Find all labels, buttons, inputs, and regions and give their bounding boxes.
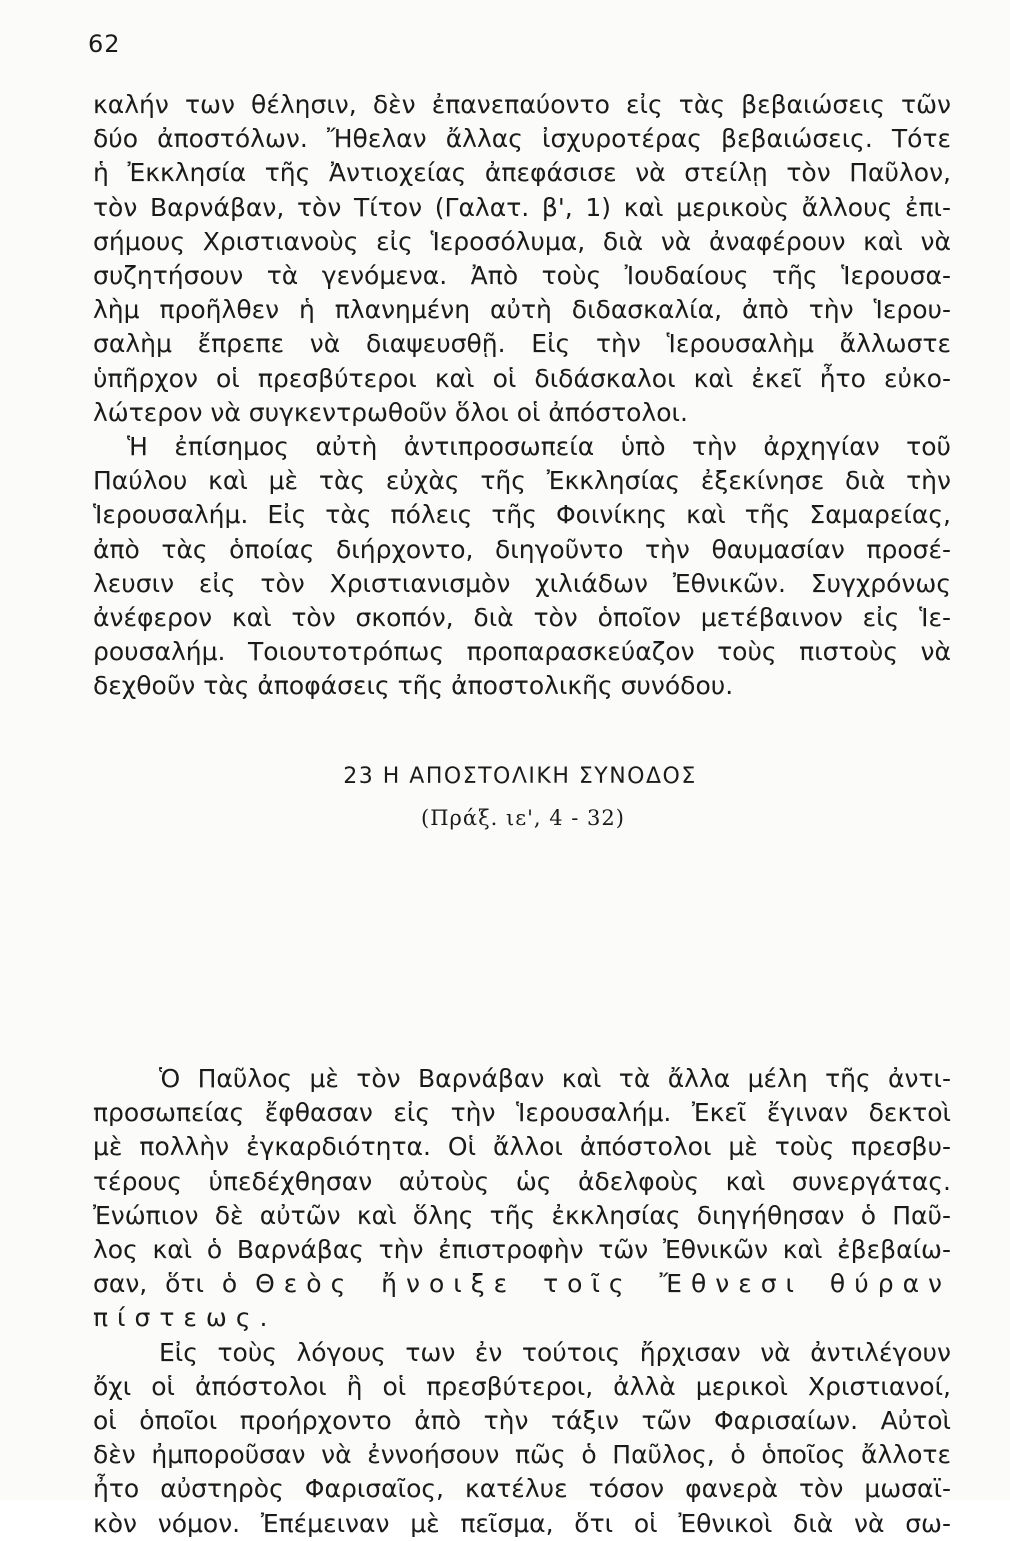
text-line: Ὁ Παῦλος μὲ τὸν Βαρνάβαν καὶ τὰ ἄλλα μέλη τῆς ἀντι-: [159, 1064, 951, 1093]
scripture-quote-end: πίστεως.: [93, 1303, 277, 1333]
text-line: προσωπείας ἔφθασαν εἰς τὴν Ἱερουσαλήμ. Ἐκεῖ ἔγιναν δεκτοὶ: [93, 1098, 951, 1128]
text-line: τὸν Βαρνάβαν, τὸν Τίτον (Γαλατ. β', 1) καὶ μερικοὺς ἄλλους ἐπι-: [93, 192, 951, 222]
text-line: Παύλου καὶ μὲ τὰς εὐχὰς τῆς Ἐκκλησίας ἐξεκίνησε διὰ τὴν: [93, 466, 951, 496]
text-line: σαλὴμ ἔπρεπε νὰ διαψευσθῇ. Εἰς τὴν Ἱερουσαλὴμ ἄλλωστε: [93, 329, 951, 359]
text-fragment: σαν, ὅτι ὁ: [93, 1269, 238, 1299]
text-line: ὄχι οἱ ἀπόστολοι ἢ οἱ πρεσβύτεροι, ἀλλὰ μερικοὶ Χριστιανοί,: [93, 1371, 951, 1401]
text-line: ἀπὸ τὰς ὁποίας διήρχοντο, διηγοῦντο τὴν θαυμασίαν προσέ-: [93, 534, 951, 564]
text-line: οἱ ὁποῖοι προήρχοντο ἀπὸ τὴν τάξιν τῶν Φαρισαίων. Αὐτοὶ: [93, 1406, 951, 1436]
text-line: τέρους ὑπεδέχθησαν αὐτοὺς ὡς ἀδελφοὺς καὶ συνεργάτας.: [93, 1166, 951, 1196]
text-line: λὴμ προῆλθεν ἡ πλανημένη αὐτὴ διδασκαλία, ἀπὸ τὴν Ἱερου-: [93, 295, 951, 325]
text-line: Ἡ ἐπίσημος αὐτὴ ἀντιπροσωπεία ὑπὸ τὴν ἀρχηγίαν τοῦ: [127, 432, 951, 462]
text-line: ἀνέφερον καὶ τὸν σκοπόν, διὰ τὸν ὁποῖον μετέβαινον εἰς Ἱε-: [93, 603, 951, 633]
text-line: μὲ πολλὴν ἐγκαρδιότητα. Οἱ ἄλλοι ἀπόστολοι μὲ τοὺς πρεσβυ-: [93, 1132, 951, 1162]
text-line: λος καὶ ὁ Βαρνάβας τὴν ἐπιστροφὴν τῶν Ἐθνικῶν καὶ ἐβεβαίω-: [93, 1235, 951, 1265]
text-line-quote: [93, 1267, 951, 1301]
text-block-intro: [93, 88, 951, 704]
section-title: 23 Η ΑΠΟΣΤΟΛΙΚΗ ΣΥΝΟΔΟΣ: [343, 764, 697, 789]
text-line: ἡ Ἐκκλησία τῆς Ἀντιοχείας ἀπεφάσισε νὰ στείλῃ τὸν Παῦλον,: [93, 158, 951, 188]
text-line: Ἐνώπιον δὲ αὐτῶν καὶ ὅλης τῆς ἐκκλησίας διηγήθησαν ὁ Παῦ-: [93, 1200, 951, 1230]
scripture-quote: Θεὸς ἤνοιξε τοῖς Ἔθνεσι θύραν: [255, 1269, 951, 1299]
text-line: Εἰς τοὺς λόγους των ἐν τούτοις ἤρχισαν νὰ ἀντιλέγουν: [159, 1337, 951, 1367]
text-line: δεχθοῦν τὰς ἀποφάσεις τῆς ἀποστολικῆς συνόδου.: [93, 671, 734, 701]
text-line: καλήν των θέλησιν, δὲν ἐπανεπαύοντο εἰς τὰς βεβαιώσεις τῶν: [93, 90, 951, 119]
text-line: ἦτο αὐστηρὸς Φαρισαῖος, κατέλυε τόσον φανερὰ τὸν μωσαϊ-: [93, 1474, 951, 1504]
text-line: λώτερον νὰ συγκεντρωθοῦν ὅλοι οἱ ἀπόστολοι.: [93, 397, 688, 427]
text-line: σήμους Χριστιανοὺς εἰς Ἱεροσόλυμα, διὰ νὰ ἀναφέρουν καὶ νὰ: [93, 226, 951, 256]
text-line: ὑπῆρχον οἱ πρεσβύτεροι καὶ οἱ διδάσκαλοι καὶ ἐκεῖ ἦτο εὐκο-: [93, 363, 951, 393]
text-line: Ἱερουσαλήμ. Εἰς τὰς πόλεις τῆς Φοινίκης καὶ τῆς Σαμαρείας,: [93, 500, 951, 530]
text-line: κὸν νόμον. Ἐπέμειναν μὲ πεῖσμα, ὅτι οἱ Ἐθνικοὶ διὰ νὰ σω-: [93, 1508, 951, 1538]
text-line: συζητήσουν τὰ γενόμενα. Ἀπὸ τοὺς Ἰουδαίους τῆς Ἱερουσα-: [93, 261, 951, 291]
text-block-synod: [93, 1062, 951, 1541]
text-line: δύο ἀποστόλων. Ἤθελαν ἄλλας ἰσχυροτέρας βεβαιώσεις. Τότε: [93, 124, 951, 154]
section-reference: (Πράξ. ιε', 4 - 32): [421, 806, 625, 830]
text-line: δὲν ἠμποροῦσαν νὰ ἐννοήσουν πῶς ὁ Παῦλος, ὁ ὁποῖος ἄλλοτε: [93, 1440, 951, 1470]
text-line: λευσιν εἰς τὸν Χριστιανισμὸν χιλιάδων Ἐθνικῶν. Συγχρόνως: [93, 568, 951, 598]
text-line: ρουσαλήμ. Τοιουτοτρόπως προπαρασκεύαζον τοὺς πιστοὺς νὰ: [93, 637, 951, 667]
page-number: 62: [88, 30, 121, 58]
